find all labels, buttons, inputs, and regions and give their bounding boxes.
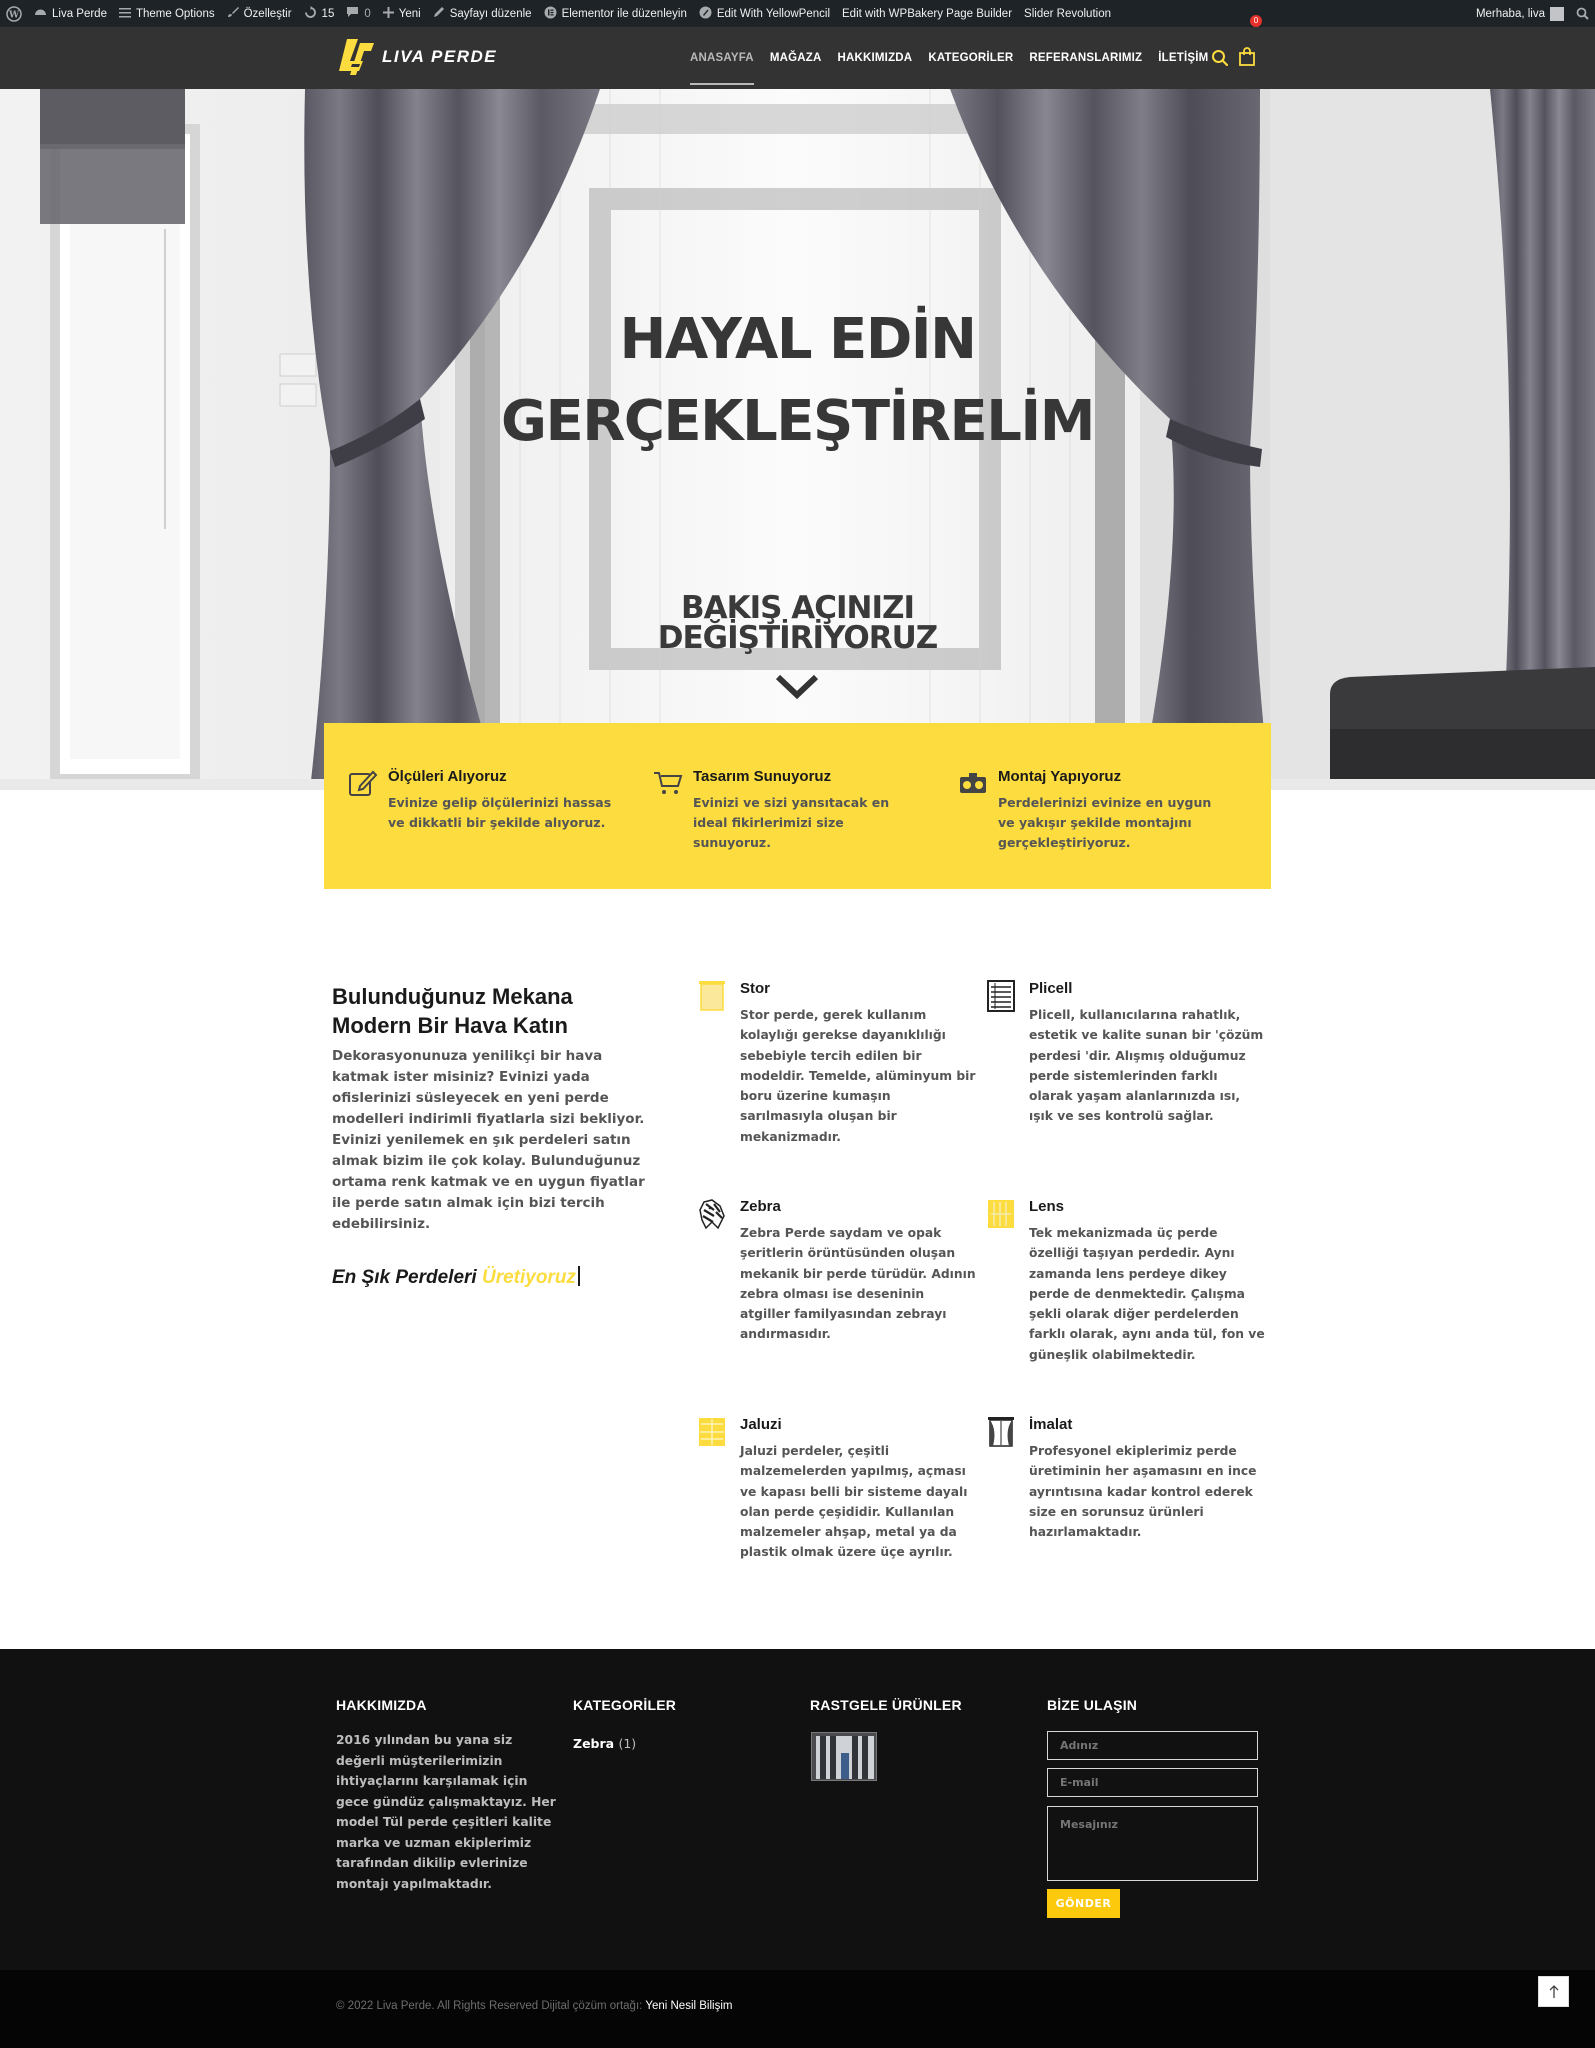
pencil-icon [433, 6, 445, 21]
tools-icon [958, 768, 988, 798]
shopping-bag-icon[interactable] [1237, 47, 1257, 67]
site-logo[interactable] [338, 37, 497, 77]
roller-blind-icon [698, 980, 726, 1012]
footer-about-text: 2016 yılından bu yana siz değerli müşterilerimizin ihtiyaçlarını karşılamak için gece gündüz çalışmaktayız. Her model Tül perde çeşitleri kalite marka ve uzman ekiplerimiz tarafından dikilip evlerinize montajı yapılmaktadır. [336, 1733, 556, 1891]
refresh-icon [304, 6, 317, 22]
admin-bar [0, 0, 1595, 27]
elementor-icon [544, 6, 557, 22]
comment-bubble-icon [346, 6, 359, 21]
feature-title: Tasarım Sunuyoruz [693, 768, 832, 785]
admin-wpbakery[interactable] [836, 0, 1018, 27]
logo-text: LIVA PERDE [382, 47, 498, 66]
feature-text: Perdelerinizi evinize en uygun ve yakışır şekilde montajını gerçekleştiriyoruz. [998, 795, 1212, 850]
main-nav [690, 27, 1208, 89]
hero-title-line-2: GERÇEKLEŞTİRELİM [500, 389, 1094, 454]
service-title: Jaluzi [740, 1416, 782, 1433]
service-text: Plicell, kullanıcılarına rahatlık, estetik ve kalite sunan bir 'çözüm perdesi 'dir. Alışmış olduğumuz perde sistemlerinden farklı olarak yaşam alanlarınızda ısı, ışık ve ses kontrolü sağlar. [1029, 1008, 1264, 1124]
plus-icon [383, 7, 394, 21]
menu-lines-icon [119, 7, 131, 21]
footer-about-title: HAKKIMIZDA [336, 1697, 427, 1713]
random-product-thumbnail[interactable] [811, 1732, 877, 1781]
product-thumbnail-image [812, 1733, 877, 1781]
footer-bottom-bar [0, 1970, 1595, 2048]
admin-theme-options-label: Theme Options [135, 7, 215, 20]
service-title: Zebra [740, 1198, 781, 1215]
wordpress-logo-icon[interactable] [0, 0, 28, 27]
site-footer [0, 1649, 1595, 1970]
footer-category-link[interactable] [573, 1736, 636, 1751]
svg-text:W: W [8, 10, 20, 20]
admin-elementor-label: Elementor ile düzenleyin [561, 7, 687, 20]
service-text: Jaluzi perdeler, çeşitli malzemelerden yapılmış, açması ve kapası belli bir sisteme dayalı olan perde çeşididir. Kullanılan malzemeler ahşap, metal ya da plastik olmak üzere üçe ayrılır. [740, 1444, 968, 1560]
copyright-label: © 2022 Liva Perde. All Rights Reserved Dijital çözüm ortağı: [336, 2000, 643, 2012]
hero-slider [0, 89, 1595, 790]
edit-icon [348, 768, 378, 798]
footer-categories-title: KATEGORİLER [573, 1697, 677, 1713]
footer-contact-title: BİZE ULAŞIN [1047, 1697, 1138, 1713]
contact-message-textarea[interactable] [1047, 1806, 1258, 1881]
admin-comments[interactable] [340, 0, 376, 27]
feature-text: Evinizi ve sizi yansıtacak en ideal fikirlerimizi size sunuyoruz. [693, 795, 890, 850]
admin-customize-label: Özelleştir [243, 7, 292, 20]
admin-yellowpencil[interactable] [693, 0, 836, 27]
venetian-blind-icon [698, 1416, 726, 1448]
partner-link[interactable]: Yeni Nesil Bilişim [645, 2000, 733, 2012]
intro-title: Bulunduğunuz Mekana Modern Bir Hava Katın [332, 984, 573, 1038]
admin-theme-options[interactable] [113, 0, 221, 27]
feature-title: Montaj Yapıyoruz [998, 768, 1122, 785]
footer-category-name[interactable]: Zebra [573, 1736, 615, 1751]
service-text: Stor perde, gerek kullanım kolaylığı gerekse dayanıklılığı sebebiyle tercih edilen bir modeldir. Temelde, alüminyum bir boru üzerine kumaşın sarılmasıyla oluşan bir mekanizmadır. [740, 1008, 976, 1144]
service-text: Zebra Perde saydam ve opak şeritlerin örüntüsünden oluşan mekanik bir perde türüdür. Adının zebra olması ise deseninin atgiller familyasından zebrayı andırmasıdır. [740, 1226, 976, 1342]
cart-icon [653, 768, 683, 798]
typed-prefix: En Şık Perdeleri [332, 1267, 477, 1288]
service-text: Profesyonel ekiplerimiz perde üretiminin her aşamasını en ince ayrıntısına kadar kontrol ederek size en sorunsuz ürünleri hazırlamaktadır. [1029, 1444, 1257, 1540]
admin-slider-revolution[interactable] [1018, 0, 1117, 27]
lens-blind-icon [987, 1198, 1015, 1230]
admin-customize[interactable] [221, 0, 298, 27]
admin-site-name-label: Liva Perde [52, 7, 107, 20]
intro-text: Dekorasyonunuza yenilikçi bir hava katmak ister misiniz? Evinizi yada ofislerinizi süsleyecek en yeni perde modelleri indirimli fiyatlarla sizi bekliyor. Evinizi yenilemek en şık perdeleri satın almak bizim ile çok kolay. Bulunduğunuz ortama renk katmak ve en uygun fiyatlar ile perde satın almak için bizi tercih edebilirsiniz. [332, 1048, 645, 1232]
admin-wpbakery-label: Edit with WPBakery Page Builder [842, 7, 1013, 20]
brush-icon [227, 6, 239, 21]
site-header [0, 27, 1595, 89]
search-icon[interactable] [1211, 49, 1229, 67]
nav-item-anasayfa[interactable]: ANASAYFA [690, 31, 754, 85]
chevron-down-icon[interactable] [775, 672, 819, 702]
dashboard-icon [34, 6, 47, 22]
copyright-text [336, 2000, 732, 2012]
service-title: Plicell [1029, 980, 1073, 997]
feature-title: Ölçüleri Alıyoruz [388, 768, 507, 785]
nav-item-magaza[interactable]: MAĞAZA [769, 52, 822, 64]
yellowpencil-icon [699, 6, 712, 22]
admin-elementor[interactable] [538, 0, 693, 27]
nav-item-referanslarimiz[interactable]: REFERANSLARIMIZ [1029, 52, 1143, 64]
hero-subtitle-line-2: DEĞİŞTİRİYORUZ [657, 620, 938, 656]
contact-email-input[interactable] [1047, 1768, 1258, 1797]
service-title: Lens [1029, 1198, 1065, 1215]
logo-mark-icon [338, 37, 376, 77]
contact-name-input[interactable] [1047, 1731, 1258, 1760]
pleated-blind-icon [987, 980, 1015, 1012]
admin-edit-page-label: Sayfayı düzenle [449, 7, 532, 20]
admin-account[interactable] [1470, 0, 1570, 27]
back-to-top-button[interactable] [1538, 1976, 1569, 2007]
admin-new-label: Yeni [398, 7, 421, 20]
cart-count-badge: 0 [1250, 15, 1262, 27]
hero-title-line-1: HAYAL EDİN [619, 307, 976, 372]
typed-headline [332, 1266, 580, 1289]
typed-highlight: Üretiyoruz [481, 1267, 576, 1288]
feature-text: Evinize gelip ölçülerinizi hassas ve dikkatli bir şekilde alıyoruz. [388, 795, 612, 830]
admin-comments-count: 0 [364, 7, 371, 20]
service-title: İmalat [1029, 1416, 1073, 1433]
zebra-icon [698, 1198, 726, 1230]
nav-item-iletisim[interactable]: İLETİŞİM [1158, 52, 1209, 64]
admin-yellowpencil-label: Edit With YellowPencil [716, 7, 831, 20]
admin-new[interactable] [377, 0, 427, 27]
admin-updates[interactable] [298, 0, 341, 27]
avatar [1550, 7, 1564, 21]
admin-site-name[interactable] [28, 0, 113, 27]
service-title: Stor [740, 980, 770, 997]
typing-caret [578, 1266, 580, 1286]
contact-send-button[interactable]: GÖNDER [1047, 1889, 1120, 1918]
features-box [324, 723, 1271, 889]
admin-updates-count: 15 [321, 7, 335, 20]
arrow-up-icon [1548, 1985, 1560, 1999]
admin-greeting: Merhaba, liva [1475, 7, 1545, 20]
footer-random-products-title: RASTGELE ÜRÜNLER [810, 1697, 962, 1713]
admin-edit-page[interactable] [427, 0, 538, 27]
nav-item-hakkimizda[interactable]: HAKKIMIZDA [837, 52, 913, 64]
admin-slider-revolution-label: Slider Revolution [1024, 7, 1111, 20]
window-curtain-icon [987, 1416, 1015, 1448]
admin-search-icon[interactable] [1570, 0, 1595, 27]
service-text: Tek mekanizmada üç perde özelliği taşıyan perdedir. Aynı zamanda lens perdeye dikey perde de denmektedir. Çalışma şekli olarak diğer perdelerden farklı olarak, aynı anda tül, fon ve güneşlik olabilmektedir. [1029, 1226, 1265, 1362]
nav-item-kategoriler[interactable]: KATEGORİLER [928, 52, 1014, 64]
footer-category-count: (1) [618, 1736, 637, 1751]
hero-subtitle-line-1: BAKIŞ AÇINIZI [680, 590, 915, 626]
